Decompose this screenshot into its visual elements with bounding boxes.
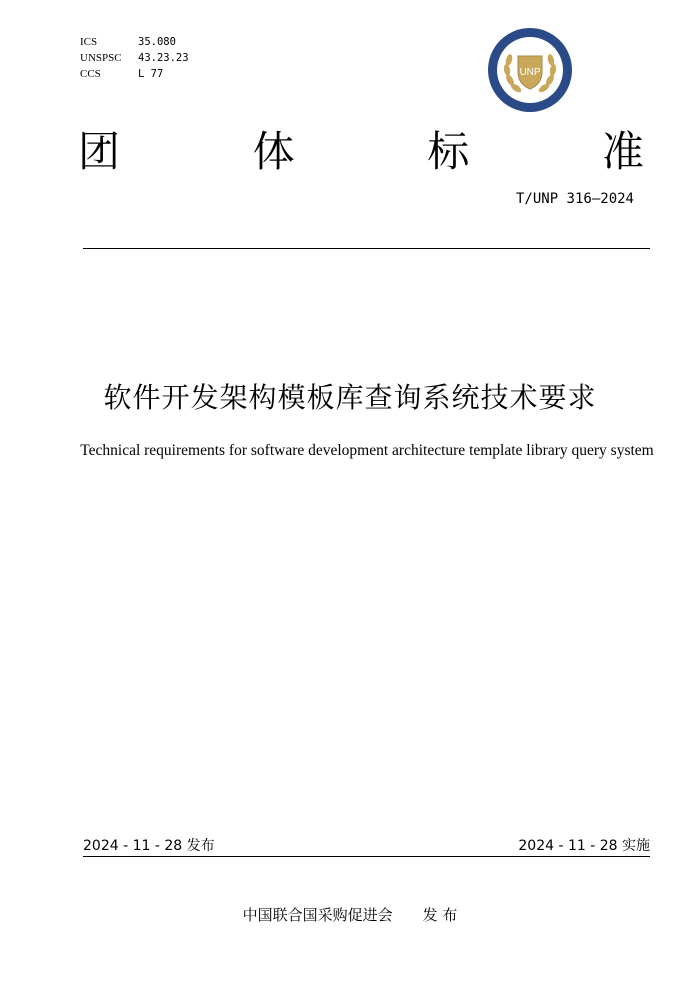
code-key: UNSPSC <box>80 52 122 64</box>
document-type-title <box>78 126 644 178</box>
code-row-ics <box>80 34 189 50</box>
code-key: ICS <box>80 36 98 48</box>
code-value: L 77 <box>138 68 164 80</box>
code-key: CCS <box>80 68 101 80</box>
title-char: 团 <box>78 127 121 176</box>
logo-text: UNP <box>519 67 541 78</box>
footer-divider <box>83 856 650 857</box>
code-value: 43.23.23 <box>138 52 189 64</box>
code-value: 35.080 <box>138 36 176 48</box>
standard-title-cn: 软件开发架构模板库查询系统技术要求 <box>103 381 597 414</box>
unp-logo-icon <box>486 26 574 114</box>
implementation-date: 2024 - 11 - 28 实施 <box>518 838 650 854</box>
title-char: 体 <box>252 127 295 176</box>
standard-number: T/UNP 316—2024 <box>515 191 634 207</box>
title-char: 准 <box>601 127 644 176</box>
standard-title-en: Technical requirements for software development architecture template library query system <box>80 442 654 459</box>
publish-label: 发 布 <box>422 906 458 924</box>
publisher-name: 中国联合国采购促进会 <box>242 906 393 924</box>
title-char: 标 <box>427 127 470 176</box>
header-divider <box>83 248 650 249</box>
publisher-line <box>0 904 700 925</box>
classification-codes <box>80 34 189 82</box>
issue-date: 2024 - 11 - 28 发布 <box>83 838 215 854</box>
code-row-ccs <box>80 66 189 82</box>
code-row-unspsc <box>80 50 189 66</box>
